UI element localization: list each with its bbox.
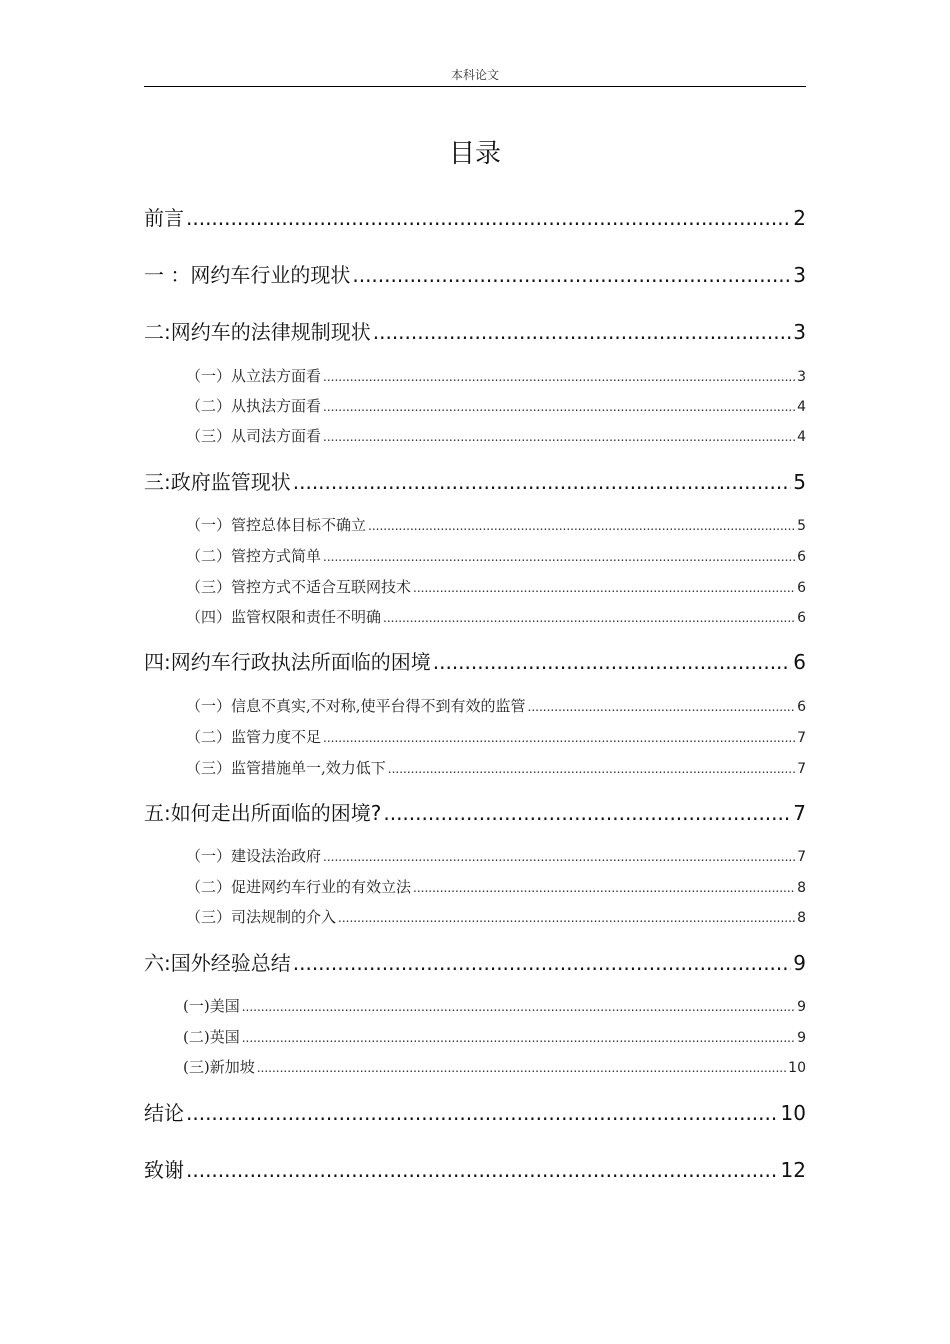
- toc-subentry-page: 6: [797, 699, 806, 715]
- toc-subentry[interactable]: [186, 545, 806, 566]
- toc-leader: [352, 263, 791, 287]
- toc-subentry[interactable]: [186, 695, 806, 716]
- toc-subentry-label: （三）管控方式不适合互联网技术: [186, 578, 412, 596]
- toc-entry-page: 7: [793, 801, 806, 825]
- toc-leader: [293, 470, 792, 494]
- toc-subentry-label: （三）从司法方面看: [186, 427, 322, 445]
- toc-subentry-page: 6: [797, 580, 806, 596]
- toc-subentry-label: (一)美国: [183, 997, 240, 1015]
- toc-leader: [293, 951, 792, 975]
- toc-entry[interactable]: [144, 259, 806, 288]
- toc-subentry-label: （二）管控方式简单: [186, 547, 322, 565]
- toc-subentry-page: 7: [797, 849, 806, 865]
- toc-entry-page: 12: [780, 1158, 806, 1182]
- toc-subentry[interactable]: [186, 845, 806, 866]
- toc-entry-label: 五:如何走出所面临的困境?: [144, 801, 382, 825]
- toc-entry[interactable]: [144, 466, 806, 495]
- toc-leader: [528, 700, 796, 714]
- toc-leader: [242, 1000, 795, 1014]
- toc-subentry-page: 8: [797, 910, 806, 926]
- toc-subentry-page: 5: [797, 518, 806, 534]
- toc-leader: [257, 1061, 786, 1075]
- toc-entry-label: 致谢: [144, 1158, 184, 1182]
- toc-subentry-label: (二)英国: [183, 1028, 240, 1046]
- toc-subentry-page: 7: [797, 761, 806, 777]
- toc-entry-label: 二:网约车的法律规制现状: [144, 320, 371, 344]
- toc-subentry-label: （一）管控总体目标不确立: [186, 516, 367, 534]
- toc-subentry-page: 6: [797, 549, 806, 565]
- toc-leader: [186, 206, 791, 230]
- toc-entry[interactable]: [144, 1097, 806, 1126]
- toc-leader: [433, 650, 792, 674]
- toc-subentry-label: （二）从执法方面看: [186, 397, 322, 415]
- toc-leader: [338, 911, 795, 925]
- toc-subentry[interactable]: [183, 995, 806, 1016]
- toc-subentry[interactable]: [186, 395, 806, 416]
- toc-subentry[interactable]: [186, 514, 806, 535]
- toc-subentry[interactable]: [186, 606, 806, 627]
- toc-subentry-page: 10: [788, 1060, 806, 1076]
- toc-leader: [323, 731, 795, 745]
- toc-subentry-label: （二）监管力度不足: [186, 728, 322, 746]
- toc-subentry[interactable]: [183, 1056, 806, 1077]
- toc-title: 目录: [448, 139, 501, 169]
- toc-leader: [383, 801, 791, 825]
- toc-subentry[interactable]: [186, 425, 806, 446]
- toc-leader: [368, 519, 795, 533]
- toc-leader: [186, 1158, 779, 1182]
- toc-subentry-page: 4: [797, 429, 806, 445]
- toc-subentry[interactable]: [186, 906, 806, 927]
- toc-entry-label: 结论: [144, 1101, 184, 1125]
- toc-subentry-page: 9: [797, 1030, 806, 1046]
- toc-entry-page: 9: [793, 951, 806, 975]
- toc-entry-page: 2: [793, 206, 806, 230]
- toc-subentry[interactable]: [186, 365, 806, 386]
- toc-leader: [323, 430, 795, 444]
- toc-leader: [323, 370, 795, 384]
- toc-subentry-label: （一）信息不真实,不对称,使平台得不到有效的监管: [186, 697, 526, 715]
- toc-subentry[interactable]: [183, 1026, 806, 1047]
- toc-subentry-label: (三)新加坡: [183, 1058, 255, 1076]
- toc-subentry-page: 9: [797, 999, 806, 1015]
- toc-entry-label: 一 ：网约车行业的现状: [144, 263, 351, 287]
- toc-leader: [373, 320, 792, 344]
- toc-subentry-label: （三）监管措施单一,效力低下: [186, 759, 386, 777]
- toc-subentry-label: （三）司法规制的介入: [186, 908, 337, 926]
- toc-leader: [388, 762, 795, 776]
- toc-subentry-page: 6: [797, 610, 806, 626]
- toc-leader: [413, 881, 795, 895]
- toc-entry-page: 6: [793, 650, 806, 674]
- toc-subentry-page: 4: [797, 399, 806, 415]
- toc-entry[interactable]: [144, 1154, 806, 1183]
- toc-entry-page: 3: [793, 263, 806, 287]
- toc-subentry-label: （一）建设法治政府: [186, 847, 322, 865]
- toc-entry-label: 四:网约车行政执法所面临的困境: [144, 650, 431, 674]
- toc-entry[interactable]: [144, 947, 806, 976]
- toc-entry-label: 前言: [144, 206, 184, 230]
- toc-entry-label: 三:政府监管现状: [144, 470, 291, 494]
- toc-entry[interactable]: [144, 202, 806, 231]
- toc-subentry-page: 3: [797, 369, 806, 385]
- toc-subentry-label: （二）促进网约车行业的有效立法: [186, 878, 412, 896]
- toc-entry[interactable]: [144, 646, 806, 675]
- toc-entry-label: 六:国外经验总结: [144, 951, 291, 975]
- toc-subentry[interactable]: [186, 876, 806, 897]
- toc-entry-page: 10: [780, 1101, 806, 1125]
- toc-entry[interactable]: [144, 797, 806, 826]
- toc-subentry-label: （一）从立法方面看: [186, 367, 322, 385]
- toc-leader: [323, 850, 795, 864]
- toc-subentry-label: （四）监管权限和责任不明确: [186, 608, 382, 626]
- toc-subentry[interactable]: [186, 726, 806, 747]
- toc-leader: [186, 1101, 779, 1125]
- toc-leader: [323, 400, 795, 414]
- toc-subentry[interactable]: [186, 757, 806, 778]
- toc-leader: [383, 611, 795, 625]
- toc-entry[interactable]: [144, 316, 806, 345]
- toc-entry-page: 3: [793, 320, 806, 344]
- toc-leader: [413, 581, 795, 595]
- toc-entry-page: 5: [793, 470, 806, 494]
- toc-subentry[interactable]: [186, 576, 806, 597]
- toc-leader: [242, 1031, 795, 1045]
- toc-subentry-page: 7: [797, 730, 806, 746]
- page-header: 本科论文: [450, 68, 499, 82]
- toc-subentry-page: 8: [797, 880, 806, 896]
- toc-leader: [323, 550, 795, 564]
